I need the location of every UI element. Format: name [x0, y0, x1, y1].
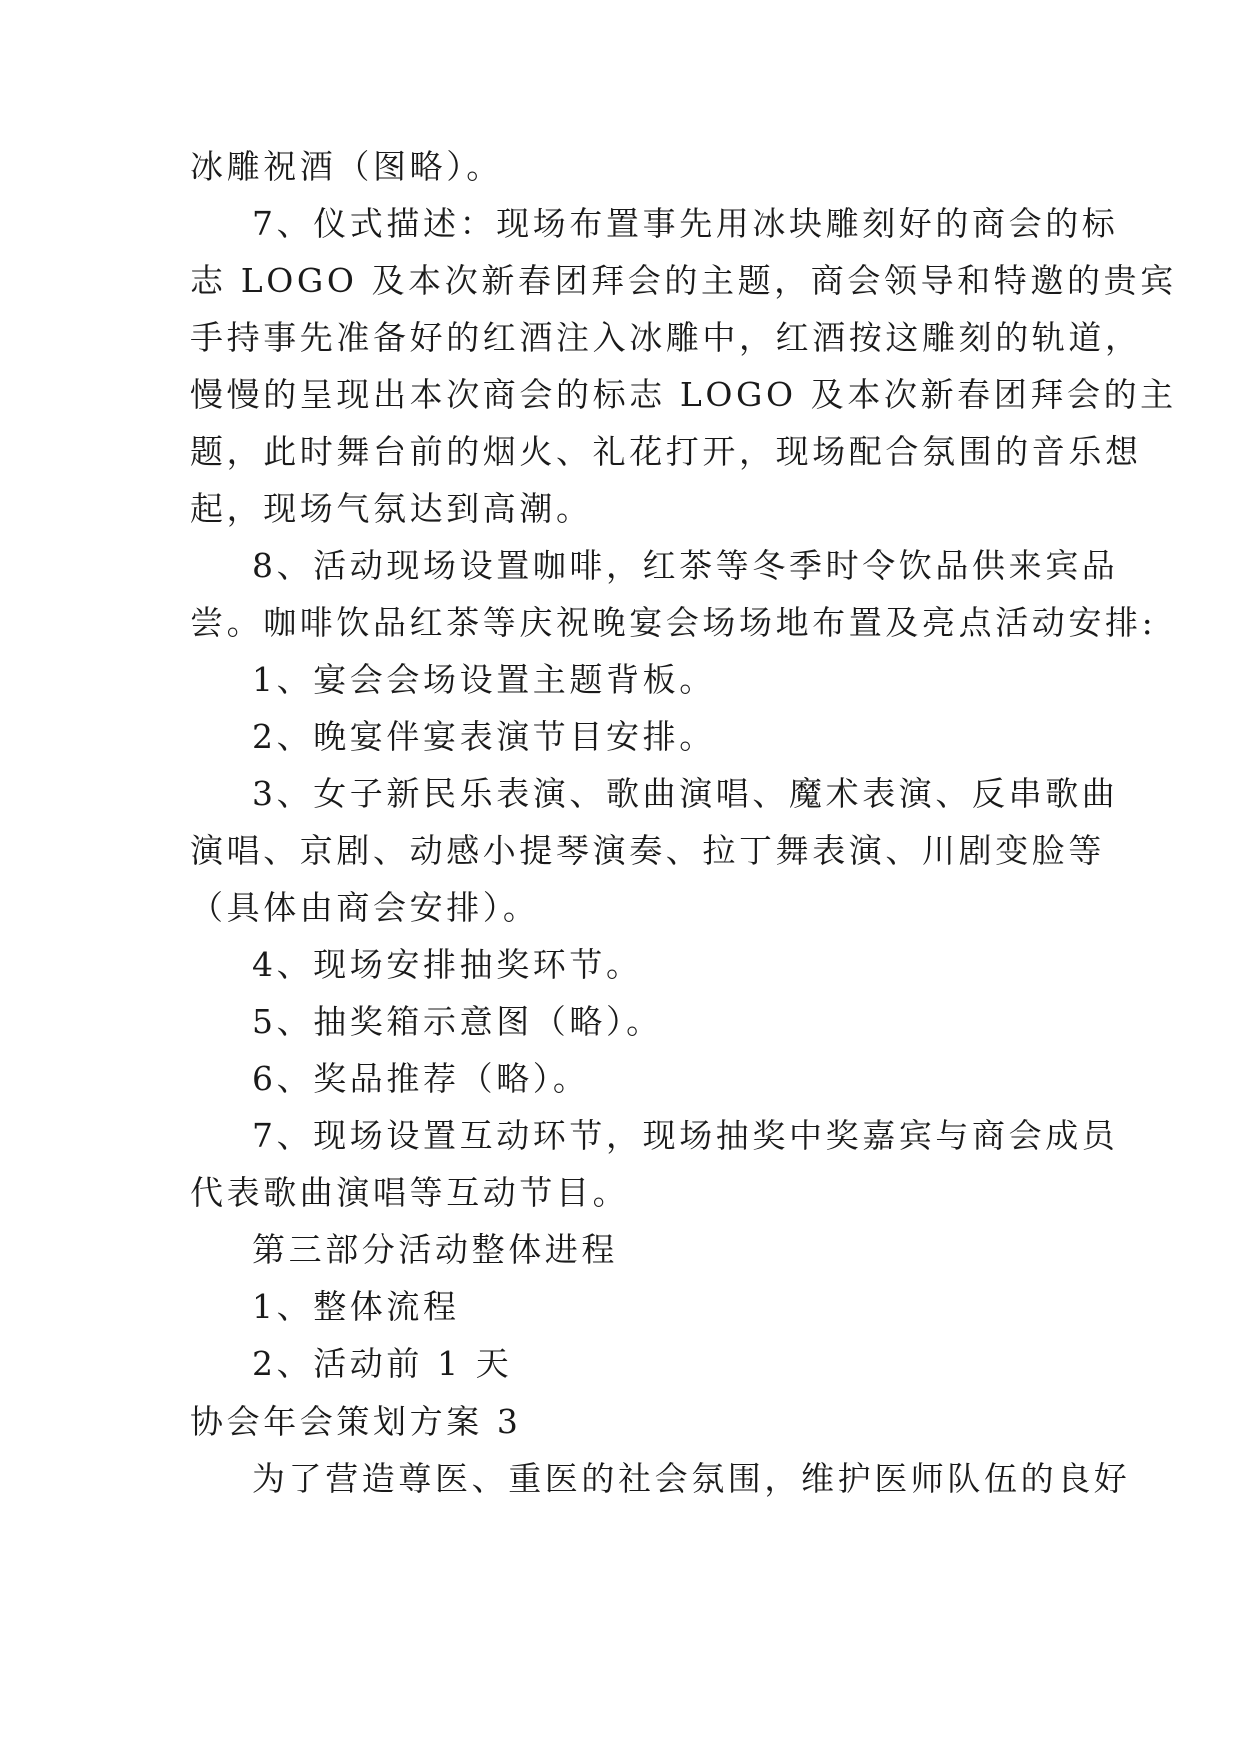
text-line-8: 8、活动现场设置咖啡，红茶等冬季时令饮品供来宾品	[252, 546, 1119, 585]
text-line-4: 手持事先准备好的红酒注入冰雕中，红酒按这雕刻的轨道，	[190, 318, 1142, 357]
text-line-10: 1、宴会会场设置主题背板。	[252, 660, 716, 699]
document-title: 协会年会策划方案 3	[190, 1402, 522, 1441]
text-line-17: 6、奖品推荐（略）。	[252, 1059, 590, 1098]
section-heading: 第三部分活动整体进程	[252, 1230, 618, 1269]
text-line-19: 代表歌曲演唱等互动节目。	[190, 1173, 630, 1212]
text-line-9: 尝。咖啡饮品红茶等庆祝晚宴会场场地布置及亮点活动安排:	[190, 603, 1157, 642]
text-line-24: 为了营造尊医、重医的社会氛围，维护医师队伍的良好	[252, 1459, 1131, 1498]
text-line-1: 冰雕祝酒（图略）。	[190, 147, 503, 186]
text-line-6: 题，此时舞台前的烟火、礼花打开，现场配合氛围的音乐想	[190, 432, 1142, 471]
text-line-3: 志 LOGO 及本次新春团拜会的主题，商会领导和特邀的贵宾	[190, 261, 1177, 300]
text-line-5: 慢慢的呈现出本次商会的标志 LOGO 及本次新春团拜会的主	[190, 375, 1177, 414]
text-line-13: 演唱、京剧、动感小提琴演奏、拉丁舞表演、川剧变脸等	[190, 831, 1105, 870]
text-line-21: 1、整体流程	[252, 1287, 460, 1326]
text-line-11: 2、晚宴伴宴表演节目安排。	[252, 717, 716, 756]
text-line-22: 2、活动前 1 天	[252, 1344, 513, 1383]
text-line-15: 4、现场安排抽奖环节。	[252, 945, 643, 984]
text-line-12: 3、女子新民乐表演、歌曲演唱、魔术表演、反串歌曲	[252, 774, 1119, 813]
text-line-18: 7、现场设置互动环节，现场抽奖中奖嘉宾与商会成员	[252, 1116, 1119, 1155]
text-line-14: （具体由商会安排）。	[190, 888, 540, 927]
text-line-16: 5、抽奖箱示意图（略）。	[252, 1002, 663, 1041]
text-line-2: 7、仪式描述：现场布置事先用冰块雕刻好的商会的标	[252, 204, 1119, 243]
text-line-7: 起，现场气氛达到高潮。	[190, 489, 593, 528]
